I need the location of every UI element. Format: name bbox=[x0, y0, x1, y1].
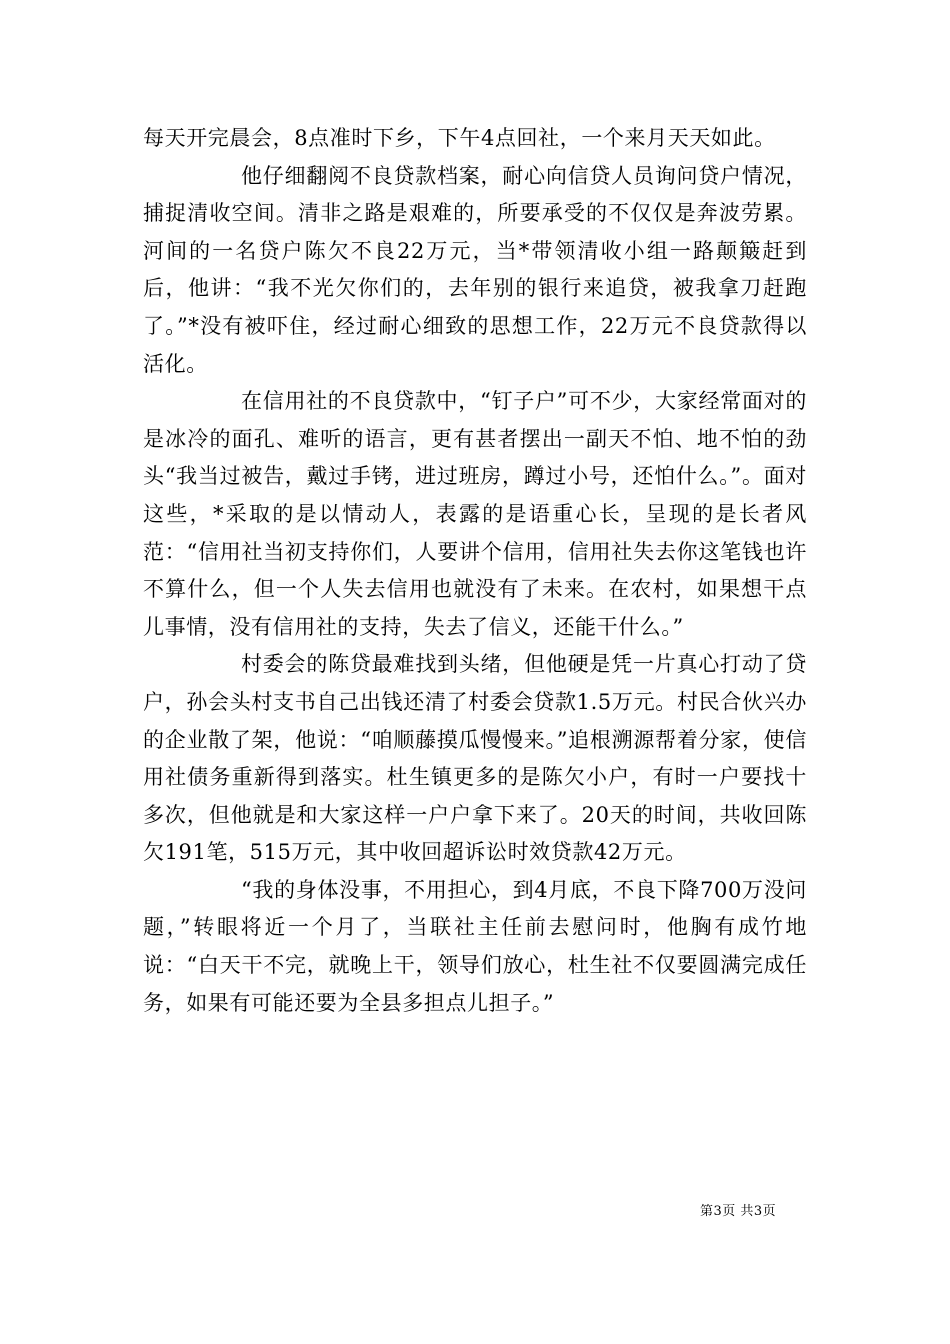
paragraph-continued: 每天开完晨会，8点准时下乡，下午4点回社，一个来月天天如此。 bbox=[143, 126, 776, 150]
paragraph: 他仔细翻阅不良贷款档案，耐心向信贷人员询问贷户情况，捕捉清收空间。清非之路是艰难的，所要承受的不仅仅是奔波劳累。河间的一名贷户陈欠不良22万元，当*带领清收小组一路颠簸赶到后，他讲：“我不光欠你们的，去年别的银行来追贷，被我拿刀赶跑了。”*没有被吓住，经过耐心细致的思想工作，22万元不良贷款得以活化。 bbox=[143, 163, 807, 376]
document-body bbox=[143, 120, 807, 1022]
page-number-footer: 第3页 共3页 bbox=[700, 1204, 777, 1219]
paragraph: “我的身体没事，不用担心，到4月底，不良下降700万没问题，”转眼将近一个月了，当联社主任前去慰问时，他胸有成竹地说：“白天干不完，就晚上干，领导们放心，杜生社不仅要圆满完成任务，如果有可能还要为全县多担点儿担子。” bbox=[143, 877, 807, 1015]
paragraph: 村委会的陈贷最难找到头绪，但他硬是凭一片真心打动了贷户，孙会头村支书自己出钱还清了村委会贷款1.5万元。村民合伙兴办的企业散了架，他说：“咱顺藤摸瓜慢慢来。”追根溯源帮着分家，使信用社债务重新得到落实。杜生镇更多的是陈欠小户，有时一户要找十多次，但他就是和大家这样一户户拿下来了。20天的时间，共收回陈欠191笔，515万元，其中收回超诉讼时效贷款42万元。 bbox=[143, 652, 807, 865]
paragraph: 在信用社的不良贷款中，“钉子户”可不少，大家经常面对的是冰冷的面孔、难听的语言，更有甚者摆出一副天不怕、地不怕的劲头“我当过被告，戴过手铐，进过班房，蹲过小号，还怕什么。”。面对这些，*采取的是以情动人，表露的是语重心长，呈现的是长者风范：“信用社当初支持你们，人要讲个信用，信用社失去你这笔钱也许不算什么，但一个人失去信用也就没有了未来。在农村，如果想干点儿事情，没有信用社的支持，失去了信义，还能干什么。” bbox=[143, 389, 807, 639]
